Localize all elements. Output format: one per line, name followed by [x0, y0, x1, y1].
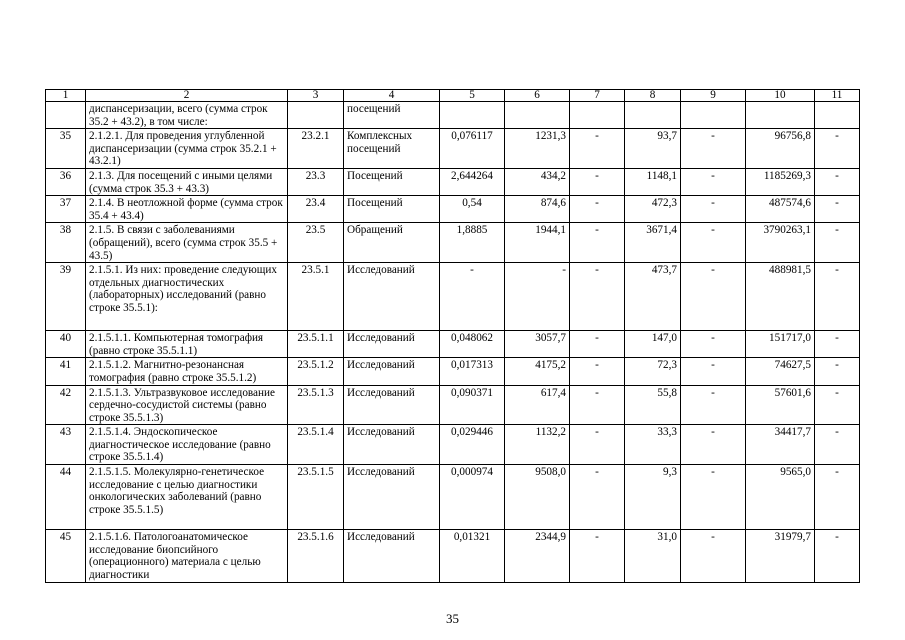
header-cell: 8	[625, 90, 681, 102]
header-cell: 10	[746, 90, 815, 102]
col8-cell: 72,3	[625, 358, 681, 385]
header-cell: 4	[344, 90, 440, 102]
col9-cell: -	[681, 425, 746, 465]
code-cell: 23.5.1.2	[288, 358, 344, 385]
description-cell: 2.1.5.1.4. Эндоскопическое диагностическое исследование (равно строке 35.5.1.4)	[86, 425, 288, 465]
unit-cell: Исследований	[344, 530, 440, 583]
unit-cell: Исследований	[344, 425, 440, 465]
code-cell: 23.3	[288, 168, 344, 195]
col8-cell: 1148,1	[625, 168, 681, 195]
code-cell: 23.5.1.1	[288, 331, 344, 358]
col7-cell: -	[570, 465, 625, 530]
cost-cell: 2344,9	[505, 530, 570, 583]
col10-cell: 74627,5	[746, 358, 815, 385]
code-cell: 23.5.1.6	[288, 530, 344, 583]
header-cell: 9	[681, 90, 746, 102]
col11-cell: -	[815, 530, 860, 583]
unit-cell: Исследований	[344, 465, 440, 530]
col7-cell: -	[570, 196, 625, 223]
table-row	[46, 385, 860, 425]
description-cell: 2.1.5.1. Из них: проведение следующих отдельных диагностических (лабораторных) исследований (равно строке 35.5.1):	[86, 263, 288, 331]
unit-cell: Исследований	[344, 358, 440, 385]
cost-cell	[505, 102, 570, 129]
col10-cell: 1185269,3	[746, 168, 815, 195]
cost-cell: -	[505, 263, 570, 331]
header-row	[46, 90, 860, 102]
col8-cell: 3671,4	[625, 223, 681, 263]
cost-cell: 617,4	[505, 385, 570, 425]
table-row	[46, 196, 860, 223]
col8-cell: 31,0	[625, 530, 681, 583]
norm-cell: 0,029446	[440, 425, 505, 465]
col10-cell: 9565,0	[746, 465, 815, 530]
unit-cell: Исследований	[344, 385, 440, 425]
col7-cell: -	[570, 425, 625, 465]
norm-cell: 0,076117	[440, 129, 505, 169]
col11-cell: -	[815, 223, 860, 263]
row-number-cell: 41	[46, 358, 86, 385]
col10-cell: 487574,6	[746, 196, 815, 223]
col9-cell	[681, 102, 746, 129]
col11-cell: -	[815, 331, 860, 358]
col11-cell: -	[815, 129, 860, 169]
cost-cell: 874,6	[505, 196, 570, 223]
unit-cell: Комплексных посещений	[344, 129, 440, 169]
col10-cell: 488981,5	[746, 263, 815, 331]
col10-cell: 3790263,1	[746, 223, 815, 263]
description-cell: 2.1.4. В неотложной форме (сумма строк 35.4 + 43.4)	[86, 196, 288, 223]
cost-cell: 3057,7	[505, 331, 570, 358]
col7-cell: -	[570, 263, 625, 331]
table-row	[46, 223, 860, 263]
header-cell: 6	[505, 90, 570, 102]
table-row	[46, 168, 860, 195]
col8-cell: 33,3	[625, 425, 681, 465]
cost-cell: 1231,3	[505, 129, 570, 169]
norm-cell	[440, 102, 505, 129]
col9-cell: -	[681, 196, 746, 223]
norm-cell: 0,000974	[440, 465, 505, 530]
code-cell: 23.5.1.4	[288, 425, 344, 465]
col10-cell: 34417,7	[746, 425, 815, 465]
col11-cell: -	[815, 196, 860, 223]
unit-cell: Посещений	[344, 196, 440, 223]
norm-cell: -	[440, 263, 505, 331]
table-row	[46, 530, 860, 583]
description-cell: 2.1.5. В связи с заболеваниями (обращений), всего (сумма строк 35.5 + 43.5)	[86, 223, 288, 263]
unit-cell: Посещений	[344, 168, 440, 195]
col10-cell: 57601,6	[746, 385, 815, 425]
row-number-cell: 45	[46, 530, 86, 583]
col8-cell: 9,3	[625, 465, 681, 530]
norm-cell: 0,01321	[440, 530, 505, 583]
col7-cell: -	[570, 129, 625, 169]
norm-cell: 0,090371	[440, 385, 505, 425]
norm-cell: 0,017313	[440, 358, 505, 385]
description-cell: 2.1.5.1.3. Ультразвуковое исследование сердечно-сосудистой системы (равно строке 35.5.1.3)	[86, 385, 288, 425]
row-number-cell: 38	[46, 223, 86, 263]
col11-cell: -	[815, 168, 860, 195]
col8-cell	[625, 102, 681, 129]
header-cell: 2	[86, 90, 288, 102]
description-cell: 2.1.5.1.2. Магнитно-резонансная томография (равно строке 35.5.1.2)	[86, 358, 288, 385]
table-row	[46, 425, 860, 465]
row-number-cell: 40	[46, 331, 86, 358]
cost-cell: 4175,2	[505, 358, 570, 385]
description-cell: 2.1.5.1.1. Компьютерная томография (равно строке 35.5.1.1)	[86, 331, 288, 358]
col7-cell: -	[570, 358, 625, 385]
row-number-cell: 43	[46, 425, 86, 465]
norm-cell: 0,54	[440, 196, 505, 223]
code-cell: 23.5.1.5	[288, 465, 344, 530]
cost-cell: 9508,0	[505, 465, 570, 530]
col11-cell: -	[815, 425, 860, 465]
description-cell: 2.1.5.1.6. Патологоанатомическое исследование биопсийного (операционного) материала с целью диагностики	[86, 530, 288, 583]
unit-cell: Исследований	[344, 331, 440, 358]
code-cell: 23.5.1	[288, 263, 344, 331]
col8-cell: 55,8	[625, 385, 681, 425]
unit-cell: посещений	[344, 102, 440, 129]
header-cell: 3	[288, 90, 344, 102]
description-cell: 2.1.5.1.5. Молекулярно-генетическое исследование с целью диагностики онкологических заболеваний (равно строке 35.5.1.5)	[86, 465, 288, 530]
description-cell: 2.1.3. Для посещений с иными целями (сумма строк 35.3 + 43.3)	[86, 168, 288, 195]
cost-cell: 1132,2	[505, 425, 570, 465]
table-row	[46, 465, 860, 530]
table-row	[46, 129, 860, 169]
row-number-cell: 44	[46, 465, 86, 530]
table-row	[46, 358, 860, 385]
col8-cell: 93,7	[625, 129, 681, 169]
header-cell: 5	[440, 90, 505, 102]
col11-cell: -	[815, 465, 860, 530]
unit-cell: Обращений	[344, 223, 440, 263]
data-table	[45, 89, 860, 583]
description-cell: диспансеризации, всего (сумма строк 35.2 + 43.2), в том числе:	[86, 102, 288, 129]
norm-cell: 1,8885	[440, 223, 505, 263]
row-number-cell: 39	[46, 263, 86, 331]
unit-cell: Исследований	[344, 263, 440, 331]
col8-cell: 472,3	[625, 196, 681, 223]
col9-cell: -	[681, 129, 746, 169]
header-cell: 1	[46, 90, 86, 102]
code-cell	[288, 102, 344, 129]
col10-cell: 151717,0	[746, 331, 815, 358]
col9-cell: -	[681, 530, 746, 583]
row-number-cell: 35	[46, 129, 86, 169]
col9-cell: -	[681, 223, 746, 263]
row-number-cell	[46, 102, 86, 129]
table-row	[46, 331, 860, 358]
col9-cell: -	[681, 331, 746, 358]
col9-cell: -	[681, 465, 746, 530]
col11-cell: -	[815, 358, 860, 385]
code-cell: 23.2.1	[288, 129, 344, 169]
col9-cell: -	[681, 358, 746, 385]
code-cell: 23.5.1.3	[288, 385, 344, 425]
cost-cell: 1944,1	[505, 223, 570, 263]
col7-cell: -	[570, 331, 625, 358]
col10-cell: 96756,8	[746, 129, 815, 169]
col8-cell: 473,7	[625, 263, 681, 331]
col7-cell: -	[570, 385, 625, 425]
col11-cell: -	[815, 385, 860, 425]
header-cell: 11	[815, 90, 860, 102]
code-cell: 23.4	[288, 196, 344, 223]
col7-cell: -	[570, 223, 625, 263]
col9-cell: -	[681, 168, 746, 195]
col11-cell	[815, 102, 860, 129]
col9-cell: -	[681, 385, 746, 425]
col7-cell: -	[570, 530, 625, 583]
row-number-cell: 36	[46, 168, 86, 195]
col9-cell: -	[681, 263, 746, 331]
row-number-cell: 37	[46, 196, 86, 223]
col11-cell: -	[815, 263, 860, 331]
header-cell: 7	[570, 90, 625, 102]
col10-cell: 31979,7	[746, 530, 815, 583]
page-number: 35	[446, 611, 459, 626]
col7-cell	[570, 102, 625, 129]
col10-cell	[746, 102, 815, 129]
code-cell: 23.5	[288, 223, 344, 263]
col7-cell: -	[570, 168, 625, 195]
cost-cell: 434,2	[505, 168, 570, 195]
col8-cell: 147,0	[625, 331, 681, 358]
table-row	[46, 263, 860, 331]
table-row	[46, 102, 860, 129]
description-cell: 2.1.2.1. Для проведения углубленной диспансеризации (сумма строк 35.2.1 + 43.2.1)	[86, 129, 288, 169]
row-number-cell: 42	[46, 385, 86, 425]
norm-cell: 0,048062	[440, 331, 505, 358]
norm-cell: 2,644264	[440, 168, 505, 195]
